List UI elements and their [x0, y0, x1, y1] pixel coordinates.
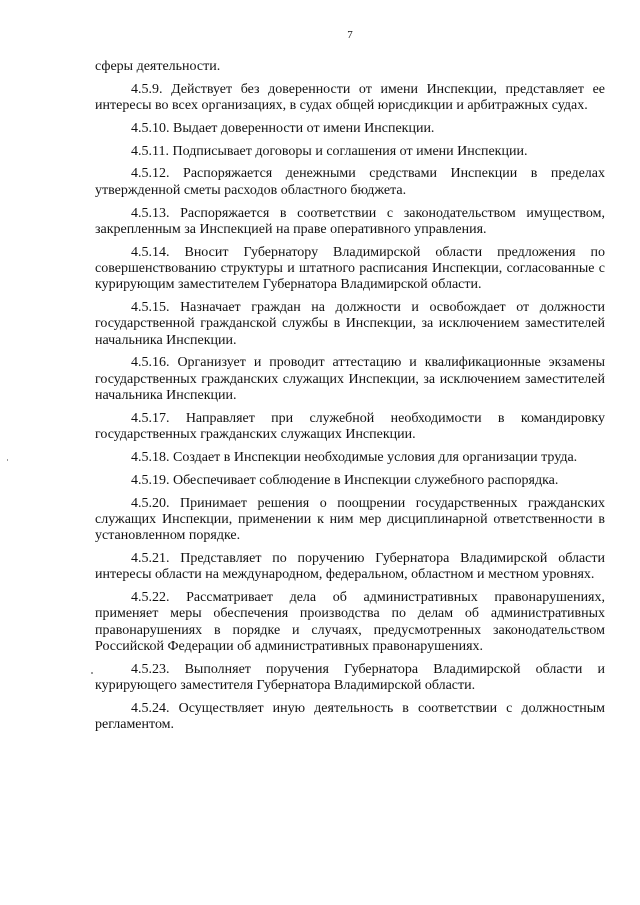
paragraph-4-5-18: 4.5.18. Создает в Инспекции необходимые условия для организации труда. [131, 449, 578, 465]
paragraph-4-5-12: 4.5.12. Распоряжается денежными средствами Инспекции в пределах утвержденной сметы расходов областного бюджета. [95, 166, 605, 198]
paragraph-4-5-16: 4.5.16. Организует и проводит аттестацию и квалификационные экзамены государственных гражданских служащих Инспекции, за исключением заместителей начальника Инспекции. [95, 355, 605, 404]
paragraph-4-5-21: 4.5.21. Представляет по поручению Губернатора Владимирской области интересы области на международном, федеральном, областном и местном уровнях. [95, 550, 605, 583]
paragraph-4-5-10: 4.5.10. Выдает доверенности от имени Инспекции. [131, 120, 435, 136]
document-body [95, 59, 605, 740]
paragraph-4-5-22: 4.5.22. Рассматривает дела об административных правонарушениях, применяет меры обеспечения производства по делам об административных правонарушениях в порядке и случаях, предусмотренных законодательством Российской Федерации об административных правонарушениях. [95, 590, 605, 654]
scan-mark [7, 459, 8, 461]
paragraph-4-5-15: 4.5.15. Назначает граждан на должности и освобождает от должности государственной гражданской службы в Инспекции, за исключением заместителей начальника Инспекции. [95, 300, 605, 348]
paragraph-4-5-11: 4.5.11. Подписывает договоры и соглашения от имени Инспекции. [131, 143, 528, 159]
paragraph-4-5-17: 4.5.17. Направляет при служебной необходимости в командировку государственных гражданских служащих Инспекции. [95, 410, 605, 443]
paragraph-continuation: сферы деятельности. [95, 59, 221, 74]
paragraph-4-5-19: 4.5.19. Обеспечивает соблюдение в Инспекции служебного распорядка. [131, 472, 559, 488]
scan-mark [91, 672, 93, 674]
paragraph-4-5-14: 4.5.14. Вносит Губернатору Владимирской области предложения по совершенствованию структуры и штатного расписания Инспекции, согласованные с курирующим заместителем Губернатора Владимирской области. [95, 244, 605, 293]
paragraph-4-5-24: 4.5.24. Осуществляет иную деятельность в соответствии с должностным регламентом. [95, 700, 605, 733]
paragraph-4-5-20: 4.5.20. Принимает решения о поощрении государственных гражданских служащих Инспекции, применении к ним мер дисциплинарной ответственности в установленном порядке. [95, 495, 605, 544]
paragraph-4-5-13: 4.5.13. Распоряжается в соответствии с законодательством имуществом, закрепленным за Инспекцией на праве оперативного управления. [95, 205, 605, 237]
page-number: 7 [347, 29, 353, 41]
paragraph-4-5-9: 4.5.9. Действует без доверенности от имени Инспекции, представляет ее интересы во всех организациях, в судах общей юрисдикции и арбитражных судах. [95, 81, 605, 114]
paragraph-4-5-23: 4.5.23. Выполняет поручения Губернатора Владимирской области и курирующего заместителя Губернатора Владимирской области. [95, 661, 605, 693]
